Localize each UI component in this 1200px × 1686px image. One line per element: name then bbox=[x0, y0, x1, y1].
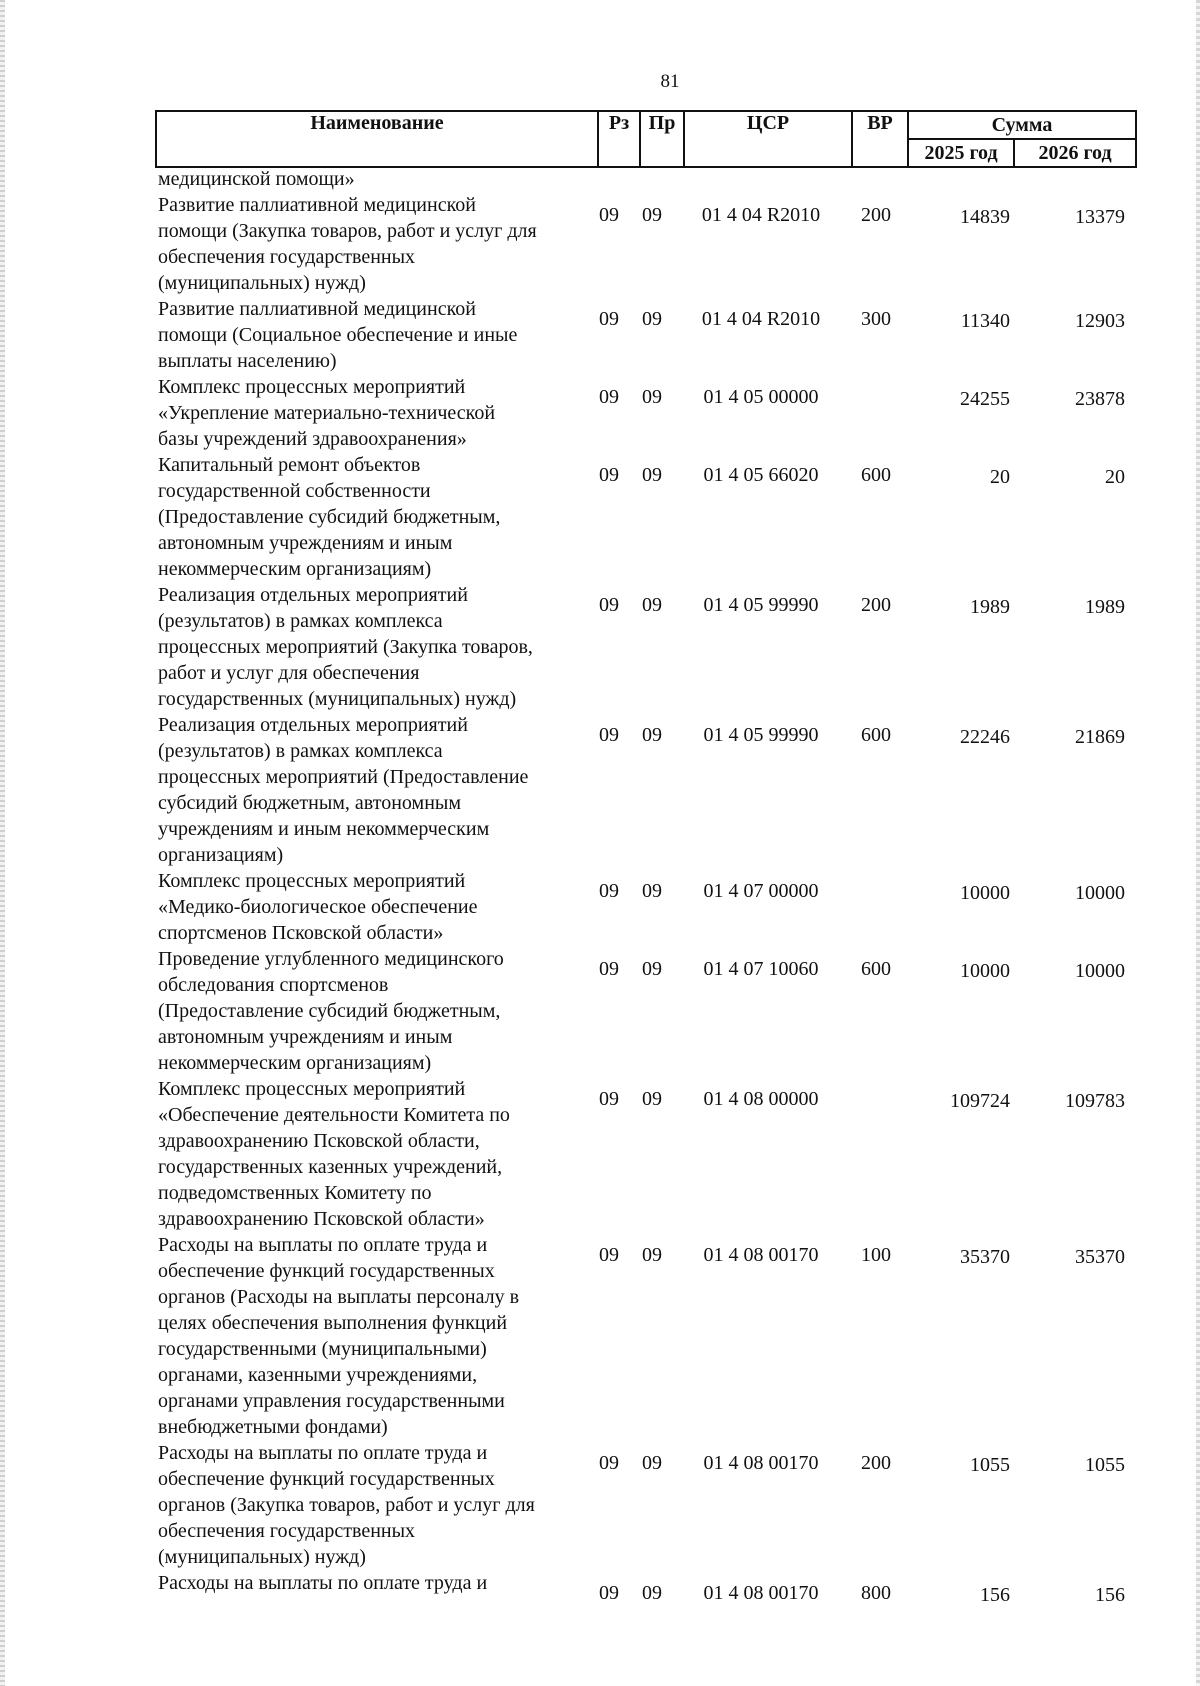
header-csr: ЦСР bbox=[684, 111, 852, 167]
row-sum-2026: 13379 bbox=[1075, 206, 1125, 228]
row-csr: 01 4 04 R2010 bbox=[701, 308, 821, 330]
row-sum-2026: 35370 bbox=[1075, 1246, 1125, 1268]
row-csr: 01 4 07 00000 bbox=[703, 880, 819, 902]
row-pr: 09 bbox=[642, 464, 662, 486]
row-name: Комплекс процессных мероприятий «Медико-биологическое обеспечение спортсменов Псковской области» bbox=[158, 870, 478, 944]
row-sum-2025: 35370 bbox=[960, 1246, 1010, 1268]
row-rz: 09 bbox=[599, 1452, 619, 1474]
row-pr: 09 bbox=[642, 958, 662, 980]
row-sum-2025: 24255 bbox=[960, 388, 1010, 410]
row-pr: 09 bbox=[642, 880, 662, 902]
row-pr bbox=[630, 166, 674, 176]
table-row bbox=[158, 296, 1135, 374]
row-vr: 800 bbox=[861, 1582, 891, 1604]
row-sum-2025 bbox=[904, 166, 1010, 178]
row-sum-2025: 1989 bbox=[970, 596, 1010, 618]
row-sum-2026: 109783 bbox=[1065, 1090, 1125, 1112]
row-sum-2026: 10000 bbox=[1075, 960, 1125, 982]
row-vr bbox=[848, 166, 904, 176]
row-name: Расходы на выплаты по оплате труда и bbox=[158, 1572, 488, 1594]
scan-left-edge bbox=[0, 0, 5, 1686]
header-table bbox=[155, 110, 1137, 168]
page-number: 81 bbox=[660, 71, 680, 92]
row-csr bbox=[674, 166, 848, 176]
row-name: Капитальный ремонт объектов государственной собственности (Предоставление субсидий бюджетным, автономным учреждениям и иным некоммерческим организациям) bbox=[158, 454, 501, 580]
row-pr: 09 bbox=[642, 1582, 662, 1604]
row-pr: 09 bbox=[642, 594, 662, 616]
row-csr: 01 4 08 00170 bbox=[703, 1244, 819, 1266]
row-name: Реализация отдельных мероприятий (результатов) в рамках комплекса процессных мероприятий (Закупка товаров, работ и услуг для обеспечения государственных (муниципальных) нужд) bbox=[158, 584, 533, 710]
table-body bbox=[158, 166, 1135, 1608]
header-year-2025: 2025 год bbox=[908, 139, 1014, 167]
row-rz: 09 bbox=[599, 594, 619, 616]
table-row bbox=[158, 946, 1135, 1076]
row-vr: 200 bbox=[861, 594, 891, 616]
row-csr: 01 4 05 66020 bbox=[703, 464, 819, 486]
row-rz: 09 bbox=[599, 1582, 619, 1604]
row-vr: 100 bbox=[861, 1244, 891, 1266]
row-name: Расходы на выплаты по оплате труда и обеспечение функций государственных органов (Закупка товаров, работ и услуг для обеспечения государственных (муниципальных) нужд) bbox=[158, 1442, 535, 1568]
row-rz: 09 bbox=[599, 308, 619, 330]
row-vr: 200 bbox=[861, 1452, 891, 1474]
row-sum-2026: 23878 bbox=[1075, 388, 1125, 410]
row-rz: 09 bbox=[599, 204, 619, 226]
row-sum-2026: 1989 bbox=[1085, 596, 1125, 618]
row-sum-2025: 1055 bbox=[970, 1454, 1010, 1476]
table-row bbox=[158, 1076, 1135, 1232]
row-name: Проведение углубленного медицинского обследования спортсменов (Предоставление субсидий бюджетным, автономным учреждениям и иным некоммерческим организациям) bbox=[158, 948, 504, 1074]
row-rz bbox=[588, 166, 630, 176]
row-pr: 09 bbox=[642, 1244, 662, 1266]
row-sum-2025: 10000 bbox=[960, 960, 1010, 982]
row-vr: 600 bbox=[861, 958, 891, 980]
row-rz: 09 bbox=[599, 1244, 619, 1266]
row-sum-2025: 109724 bbox=[950, 1090, 1010, 1112]
table-header bbox=[155, 110, 1135, 168]
row-name: Реализация отдельных мероприятий (результатов) в рамках комплекса процессных мероприятий (Предоставление субсидий бюджетным, автономным учреждениям и иным некоммерческим организациям) bbox=[158, 714, 529, 866]
row-rz: 09 bbox=[599, 724, 619, 746]
row-sum-2025: 14839 bbox=[960, 206, 1010, 228]
row-sum-2025: 11340 bbox=[960, 310, 1010, 332]
header-year-2026: 2026 год bbox=[1014, 139, 1136, 167]
row-sum-2026: 12903 bbox=[1075, 310, 1125, 332]
row-vr bbox=[848, 1076, 904, 1086]
row-sum-2025: 156 bbox=[980, 1584, 1010, 1606]
row-sum-2026: 156 bbox=[1095, 1584, 1125, 1606]
row-csr: 01 4 08 00000 bbox=[703, 1088, 819, 1110]
row-csr: 01 4 08 00170 bbox=[703, 1452, 819, 1474]
row-vr bbox=[848, 868, 904, 878]
row-vr: 300 bbox=[861, 308, 891, 330]
header-sum: Сумма bbox=[908, 111, 1136, 139]
row-csr: 01 4 05 99990 bbox=[703, 724, 819, 746]
row-rz: 09 bbox=[599, 880, 619, 902]
header-pr: Пр bbox=[640, 111, 684, 167]
header-rz: Рз bbox=[598, 111, 640, 167]
scan-right-edge bbox=[1196, 0, 1200, 1686]
table-row bbox=[158, 192, 1135, 296]
row-vr bbox=[848, 374, 904, 384]
table-row bbox=[158, 374, 1135, 452]
row-sum-2026: 10000 bbox=[1075, 882, 1125, 904]
row-rz: 09 bbox=[599, 464, 619, 486]
table-row bbox=[158, 1232, 1135, 1440]
row-csr: 01 4 04 R2010 bbox=[701, 204, 821, 226]
row-sum-2026 bbox=[1010, 166, 1130, 178]
row-name: Комплекс процессных мероприятий «Укрепление материально-технической базы учреждений здравоохранения» bbox=[158, 376, 496, 450]
row-vr: 600 bbox=[861, 724, 891, 746]
row-pr: 09 bbox=[642, 204, 662, 226]
row-name: Комплекс процессных мероприятий «Обеспечение деятельности Комитета по здравоохранению Псковской области, государственных казенных учреждений, подведомственных Комитету по здравоохранению Псковской области» bbox=[158, 1078, 510, 1230]
row-csr: 01 4 05 99990 bbox=[703, 594, 819, 616]
row-rz: 09 bbox=[599, 958, 619, 980]
row-name: Развитие паллиативной медицинской помощи (Закупка товаров, работ и услуг для обеспечения государственных (муниципальных) нужд) bbox=[158, 194, 537, 294]
row-pr: 09 bbox=[642, 724, 662, 746]
table-row bbox=[158, 166, 1135, 192]
row-name: Развитие паллиативной медицинской помощи (Социальное обеспечение и иные выплаты населению) bbox=[158, 298, 518, 372]
row-pr: 09 bbox=[642, 1452, 662, 1474]
row-sum-2025: 20 bbox=[990, 466, 1010, 488]
row-sum-2026: 1055 bbox=[1085, 1454, 1125, 1476]
row-vr: 600 bbox=[861, 464, 891, 486]
row-csr: 01 4 07 10060 bbox=[703, 958, 819, 980]
row-sum-2026: 20 bbox=[1105, 466, 1125, 488]
header-name: Наименование bbox=[156, 111, 598, 167]
row-rz: 09 bbox=[599, 1088, 619, 1110]
row-rz: 09 bbox=[599, 386, 619, 408]
table-row bbox=[158, 1440, 1135, 1570]
row-csr: 01 4 08 00170 bbox=[703, 1582, 819, 1604]
table-row bbox=[158, 1570, 1135, 1608]
row-name: Расходы на выплаты по оплате труда и обеспечение функций государственных органов (Расходы на выплаты персоналу в целях обеспечения выполнения функций государственными (муниципальными) органами, казенными учреждениями, органами управления государственными внебюджетными фондами) bbox=[158, 1234, 520, 1438]
row-vr: 200 bbox=[861, 204, 891, 226]
table-row bbox=[158, 582, 1135, 712]
row-pr: 09 bbox=[642, 1088, 662, 1110]
row-name: медицинской помощи» bbox=[158, 168, 355, 190]
table-row bbox=[158, 868, 1135, 946]
row-sum-2025: 10000 bbox=[960, 882, 1010, 904]
table-row bbox=[158, 452, 1135, 582]
row-pr: 09 bbox=[642, 386, 662, 408]
table-row bbox=[158, 712, 1135, 868]
row-pr: 09 bbox=[642, 308, 662, 330]
row-csr: 01 4 05 00000 bbox=[703, 386, 819, 408]
header-vr: ВР bbox=[852, 111, 908, 167]
row-sum-2025: 22246 bbox=[960, 726, 1010, 748]
row-sum-2026: 21869 bbox=[1075, 726, 1125, 748]
